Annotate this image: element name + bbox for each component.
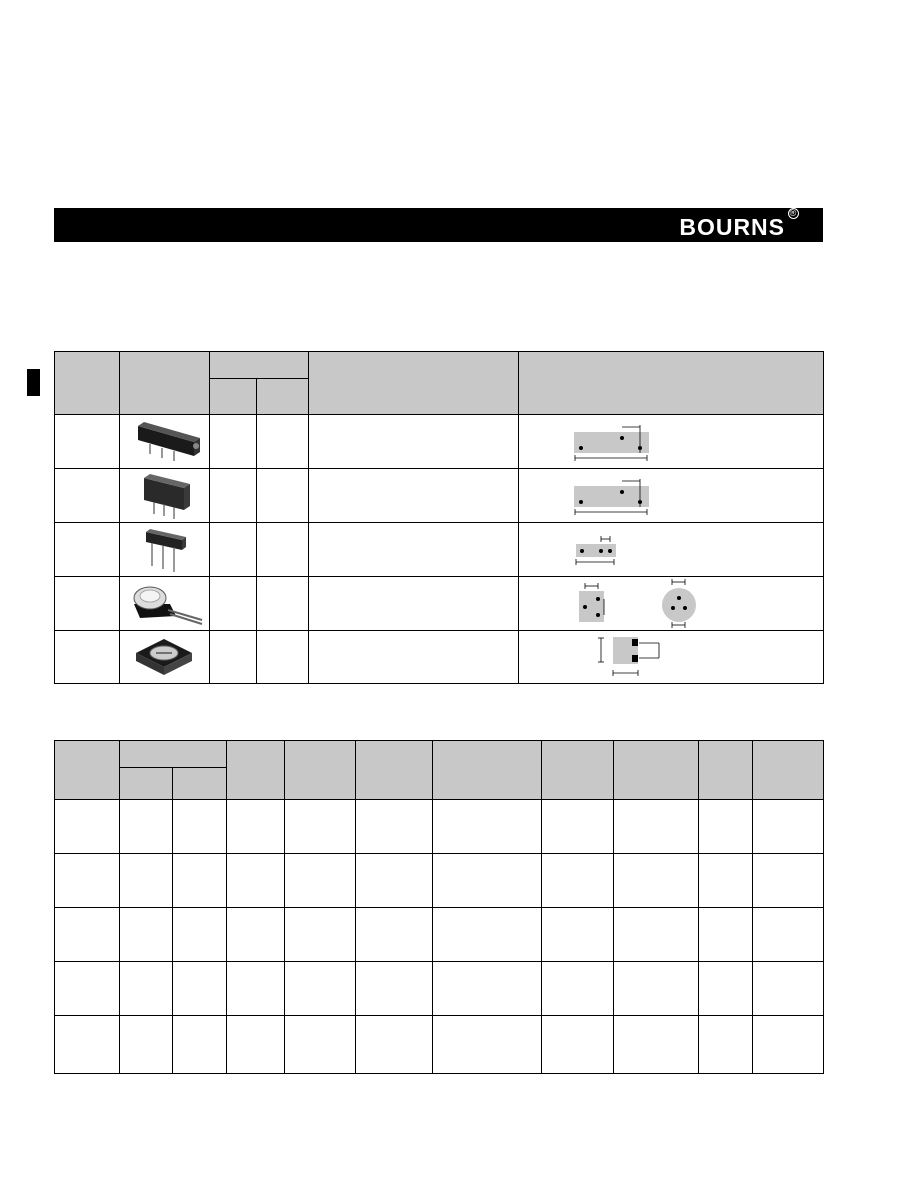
rectangular-footprint-diagram [519, 470, 819, 522]
registered-mark: ® [789, 208, 798, 218]
spec-subheader-a [120, 768, 173, 800]
spec-header-col-4 [227, 741, 285, 800]
header-cell-model [55, 352, 120, 415]
product-row [55, 577, 824, 631]
spec-row [55, 800, 824, 854]
smd-trimmer-photo [120, 631, 208, 683]
specification-table [54, 740, 824, 1074]
footprint-diagram-cell [519, 415, 824, 469]
header-cell-features [309, 352, 519, 415]
header-bar [54, 208, 823, 242]
spec-header-col-11 [753, 741, 824, 800]
product-overview-table [54, 351, 824, 684]
footprint-diagram-cell [519, 469, 824, 523]
spec-row [55, 1016, 824, 1074]
spec-row [55, 962, 824, 1016]
header-cell-dimensions [519, 352, 824, 415]
small-rectangular-footprint-diagram [519, 524, 819, 576]
product-photo-cell [120, 523, 210, 577]
rectangular-footprint-diagram [519, 416, 819, 468]
round-trimmer-photo [120, 578, 208, 630]
spec-subheader-b [173, 768, 227, 800]
product-row [55, 469, 824, 523]
product-row [55, 415, 824, 469]
sip-trimmer-large-photo [120, 416, 208, 468]
sip-trimmer-medium-photo [120, 470, 208, 522]
spec-header-model [55, 741, 120, 800]
smd-footprint-diagram [519, 631, 819, 683]
spec-header-col-10 [699, 741, 753, 800]
section-tab-marker [27, 369, 40, 396]
spec-header-group [120, 741, 227, 768]
square-and-round-footprint-diagram [519, 578, 819, 630]
footprint-diagram-cell [519, 523, 824, 577]
spec-row [55, 908, 824, 962]
bourns-logo [679, 208, 798, 240]
product-row [55, 631, 824, 684]
header-cell-photo [120, 352, 210, 415]
product-row [55, 523, 824, 577]
spec-row [55, 854, 824, 908]
header-cell-group [210, 352, 309, 379]
spec-header-col-7 [433, 741, 542, 800]
product-photo-cell [120, 469, 210, 523]
product-photo-cell [120, 631, 210, 684]
product-photo-cell [120, 577, 210, 631]
sip-trimmer-small-photo [120, 524, 208, 576]
spec-header-col-6 [356, 741, 433, 800]
header-subcell-a [210, 379, 257, 415]
product-photo-cell [120, 415, 210, 469]
spec-header-col-8 [542, 741, 614, 800]
spec-header-col-9 [614, 741, 699, 800]
header-subcell-b [257, 379, 309, 415]
footprint-diagram-cell [519, 577, 824, 631]
logo-text: BOURNS [679, 214, 785, 240]
spec-header-col-5 [285, 741, 356, 800]
footprint-diagram-cell [519, 631, 824, 684]
